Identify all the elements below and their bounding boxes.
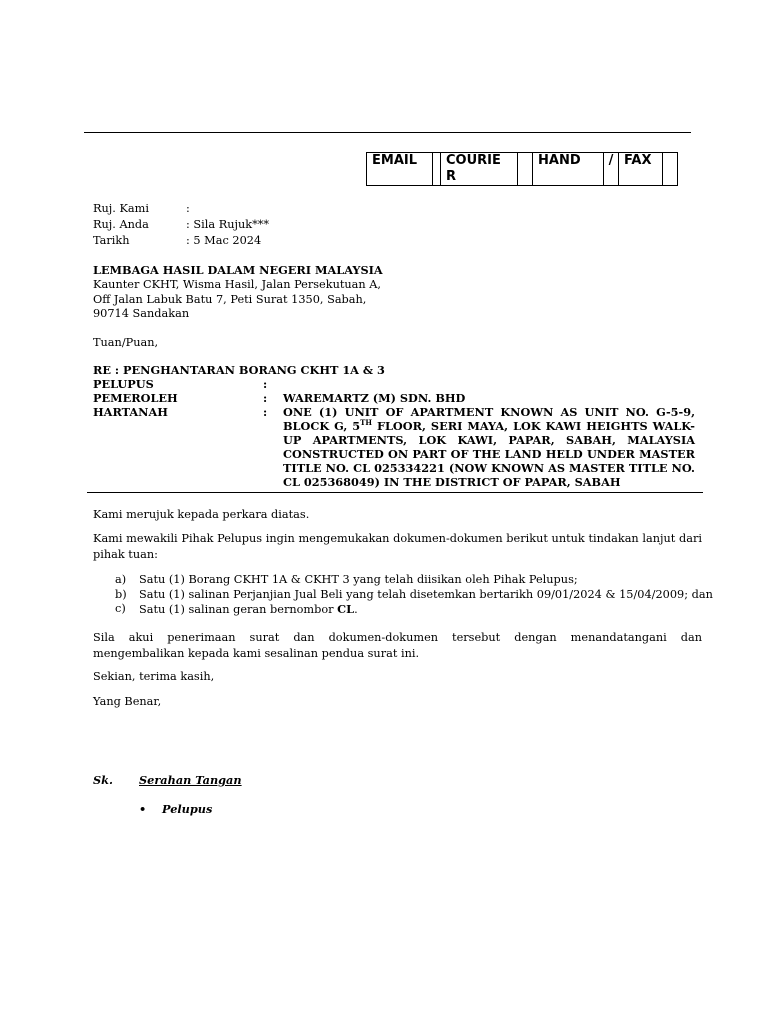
address-line: 90714 Sandakan	[93, 307, 190, 321]
subject-row-hartanah: HARTANAH : ONE (1) UNIT OF APARTMENT KNOWN AS UNIT NO. G-5-9, BLOCK G, 5TH FLOOR, SERI MAYA, LOK KAWI HEIGHTS WALK-UP APARTMENTS, LOK KAWI, PAPAR, SABAH, MALAYSIA CONSTRUCTED ON PART OF THE LAND HELD UNDER MASTER TITLE NO. CL 025334221 (NOW KNOWN AS MASTER TITLE NO. CL 025368049) IN THE DISTRICT OF PAPAR, SABAH	[93, 405, 695, 489]
sk-label: Sk.	[93, 773, 113, 787]
delivery-courier-label: COURIE R	[441, 153, 518, 186]
delivery-email-label: EMAIL	[367, 153, 433, 186]
ref-row-anda: Ruj. Anda : Sila Rujuk***	[93, 218, 270, 231]
document-list	[115, 573, 713, 618]
subject-row-pelupus: PELUPUS :	[93, 377, 268, 391]
body-paragraph: Sila akui penerimaan surat dan dokumen-dokumen tersebut dengan menandatangani dan mengembalikan kepada kami sesalinan pendua surat ini.	[93, 631, 702, 660]
closing-thanks: Sekian, terima kasih,	[93, 670, 215, 683]
serahan-tangan-heading: Serahan Tangan	[139, 773, 242, 787]
ref-row-kami: Ruj. Kami :	[93, 202, 190, 215]
header-rule	[84, 132, 691, 133]
subject-line: RE : PENGHANTARAN BORANG CKHT 1A & 3	[93, 363, 385, 377]
delivery-hand-checkbox[interactable]: /	[604, 153, 619, 186]
reference-block	[93, 201, 269, 249]
property-description: ONE (1) UNIT OF APARTMENT KNOWN AS UNIT NO. G-5-9, BLOCK G, 5TH FLOOR, SERI MAYA, LOK KAWI HEIGHTS WALK-UP APARTMENTS, LOK KAWI, PAPAR, SABAH, MALAYSIA CONSTRUCTED ON PART OF THE LAND HELD UNDER MASTER TITLE NO. CL 025334221 (NOW KNOWN AS MASTER TITLE NO. CL 025368049) IN THE DISTRICT OF PAPAR, SABAH	[283, 405, 695, 489]
delivery-hand-label: HAND	[533, 153, 604, 186]
pelupus-bullet-item: • Pelupus	[139, 802, 213, 816]
address-line: Kaunter CKHT, Wisma Hasil, Jalan Persekutuan A,	[93, 277, 382, 291]
delivery-courier-checkbox[interactable]	[518, 153, 533, 186]
delivery-fax-label: FAX	[619, 153, 663, 186]
body-paragraph: Kami mewakili Pihak Pelupus ingin mengemukakan dokumen-dokumen berikut untuk tindakan lanjut dari pihak tuan:	[93, 532, 702, 561]
recipient-name: LEMBAGA HASIL DALAM NEGERI MALAYSIA	[93, 263, 383, 277]
delivery-method-table	[366, 152, 678, 186]
list-item: b) Satu (1) salinan Perjanjian Jual Beli yang telah disetemkan bertarikh 09/01/2024 & 15/04/2009; dan	[115, 587, 713, 601]
bullet-icon: •	[139, 802, 147, 816]
subject-rule	[87, 492, 703, 493]
list-item: a) Satu (1) Borang CKHT 1A & CKHT 3 yang telah diisikan oleh Pihak Pelupus;	[115, 573, 578, 586]
salutation: Tuan/Puan,	[93, 336, 159, 349]
address-line: Off Jalan Labuk Batu 7, Peti Surat 1350, Sabah,	[93, 292, 367, 306]
recipient-address	[93, 263, 383, 322]
closing-signoff: Yang Benar,	[93, 695, 162, 708]
body-paragraph: Kami merujuk kepada perkara diatas.	[93, 508, 310, 521]
subject-details	[93, 377, 702, 489]
subject-row-pemeroleh: PEMEROLEH : WAREMARTZ (M) SDN. BHD	[93, 391, 466, 405]
delivery-fax-checkbox[interactable]	[663, 153, 678, 186]
delivery-email-checkbox[interactable]	[433, 153, 441, 186]
list-item: c) Satu (1) salinan geran bernombor CL.	[115, 602, 358, 616]
ref-row-tarikh: Tarikh : 5 Mac 2024	[93, 234, 262, 247]
